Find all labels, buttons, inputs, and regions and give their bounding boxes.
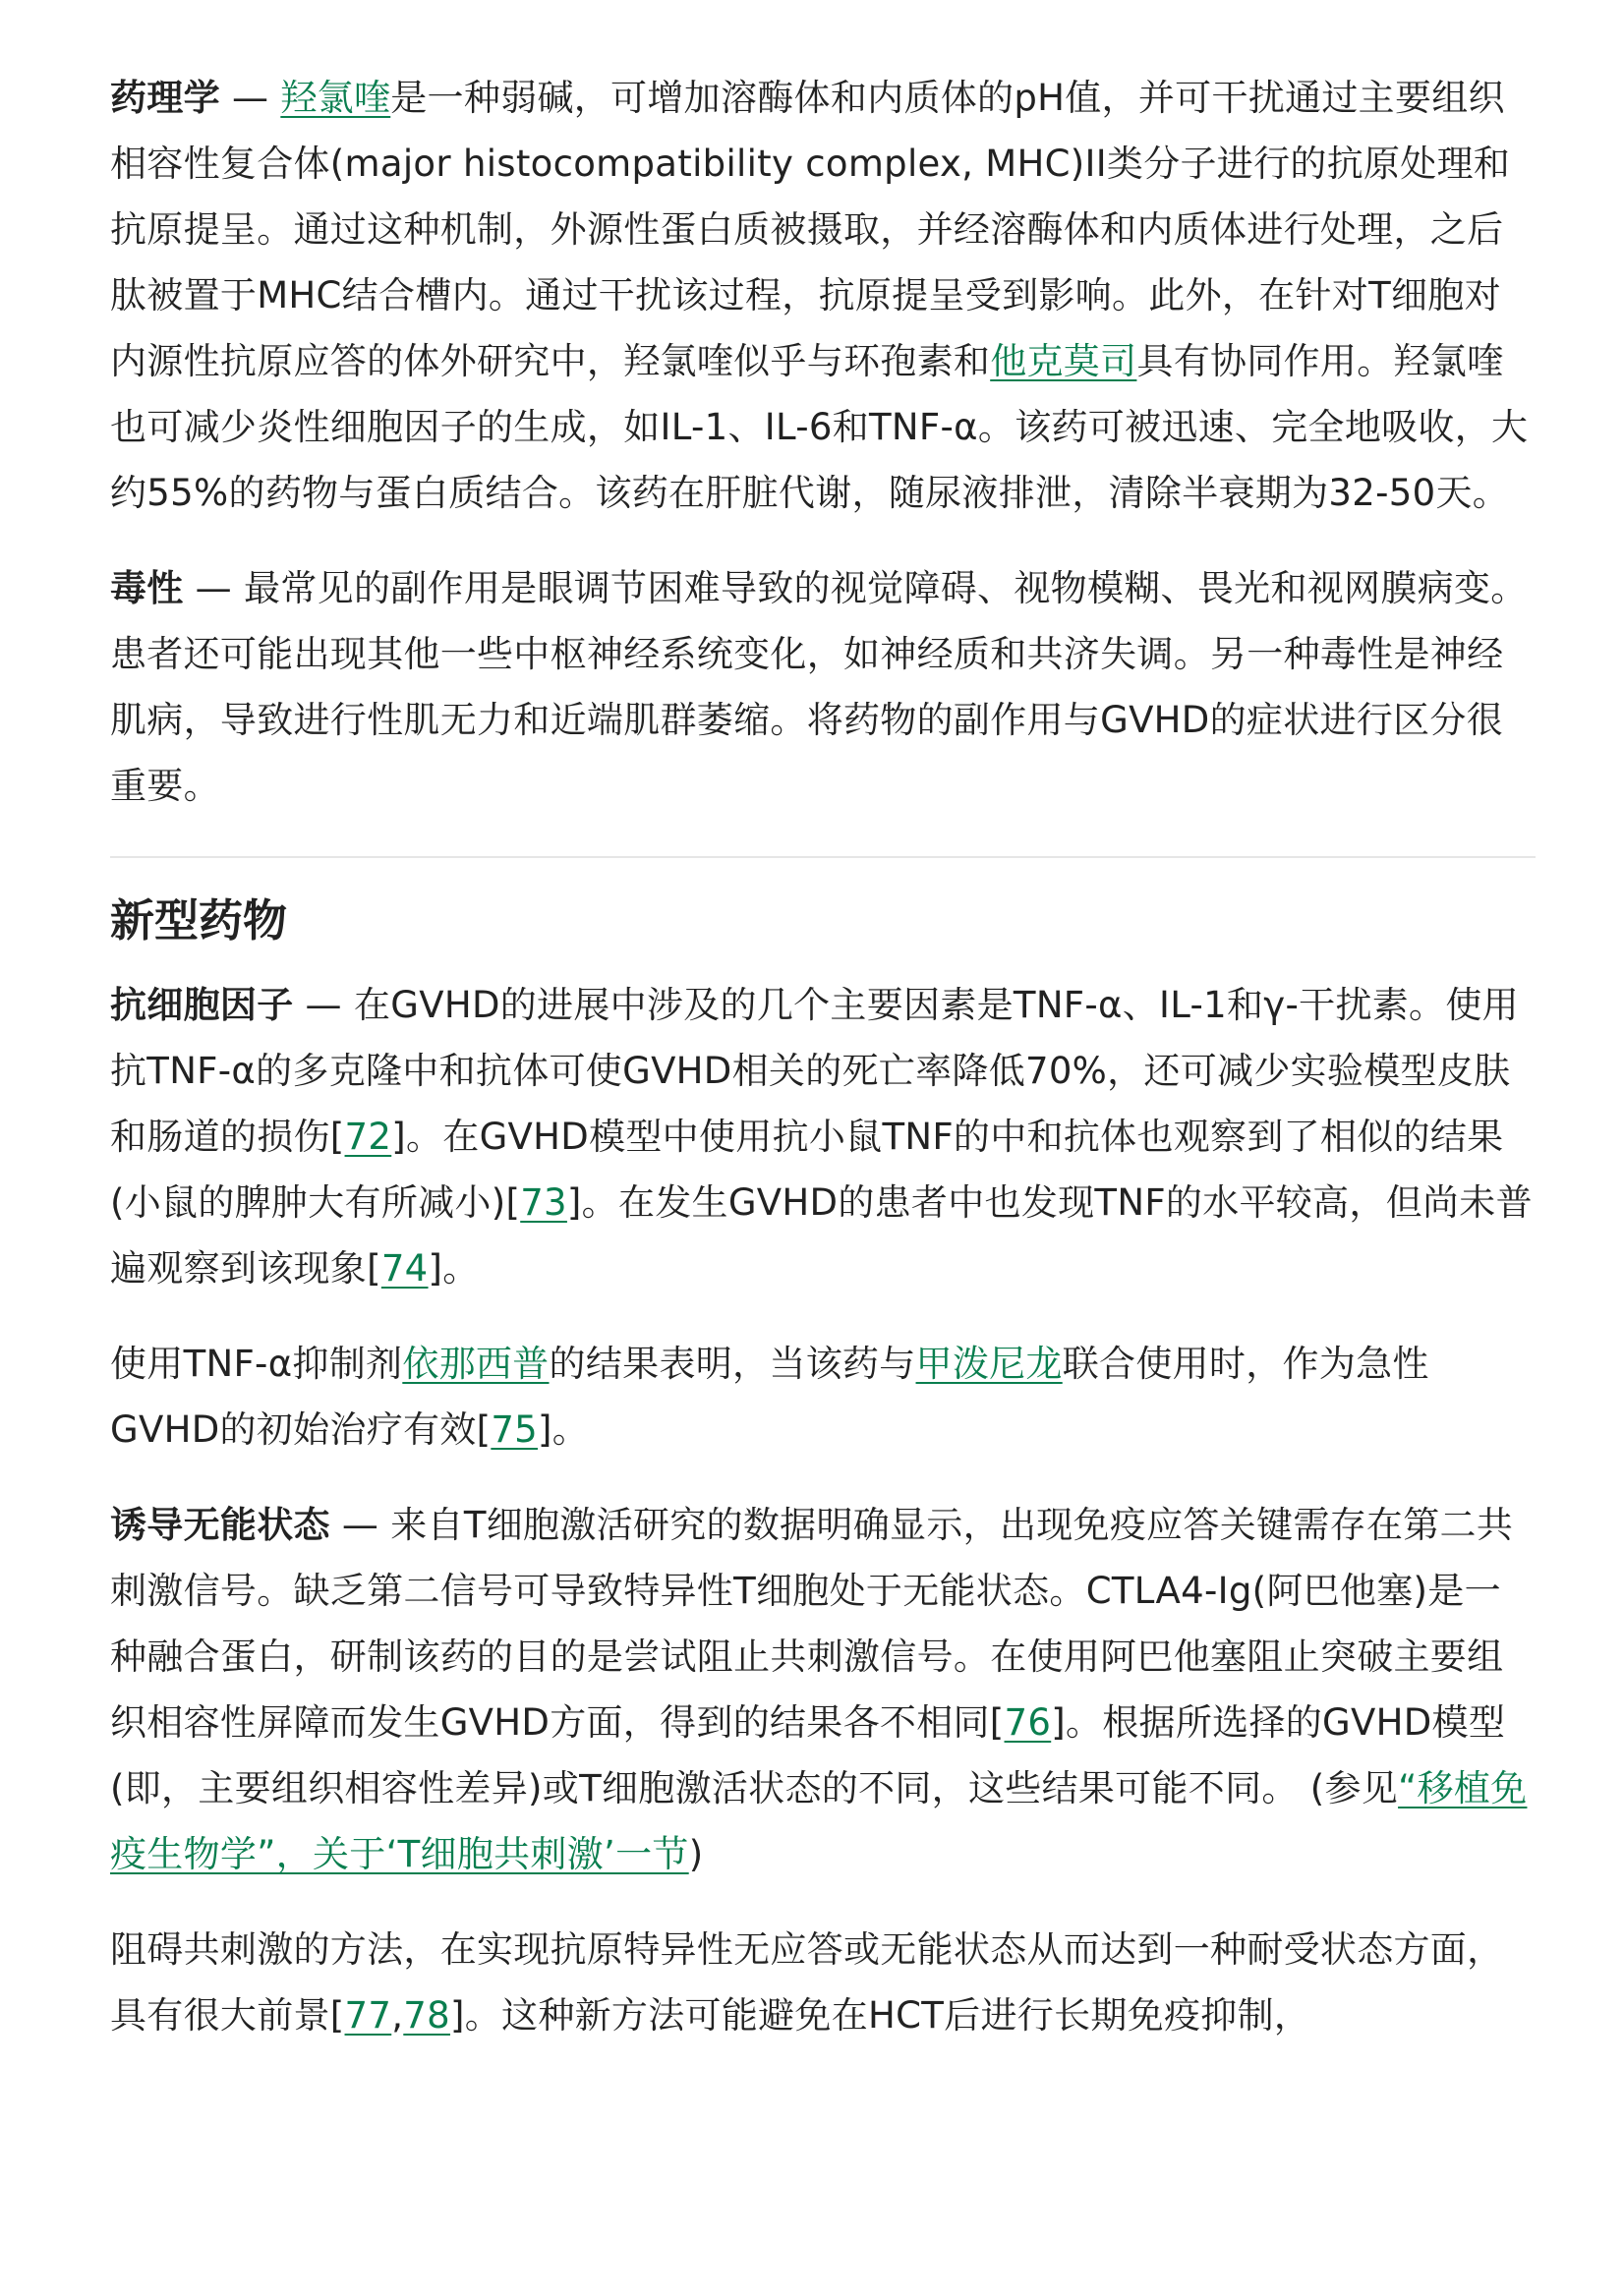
- anticytokine-term: 抗细胞因子: [110, 984, 294, 1026]
- ref-comma: ,: [391, 1994, 404, 2037]
- pharmacology-term: 药理学: [110, 77, 220, 119]
- toxicity-text: 最常见的副作用是眼调节困难导致的视觉障碍、视物模糊、畏光和视网膜病变。患者还可能出现其他一些中枢神经系统变化，如神经质和共济失调。另一种毒性是神经肌病，导致进行性肌无力和近端肌群萎缩。将药物的副作用与GVHD的症状进行区分很重要。: [110, 567, 1528, 807]
- dash: —: [293, 984, 354, 1026]
- costim-text-1: 阻碍共刺激的方法，在实现抗原特异性无应答或无能状态从而达到一种耐受状态方面，具有很大前景[: [110, 1928, 1504, 2037]
- tnf-text-2: 的结果表明，当该药与: [549, 1343, 916, 1385]
- link-methylprednisolone[interactable]: 甲泼尼龙: [915, 1343, 1063, 1385]
- link-transplant-immunobiology[interactable]: “移植免疫生物学”，关于‘T细胞共刺激’一节: [110, 1767, 1528, 1875]
- anergy-paragraph: [110, 1492, 1536, 1887]
- link-hydroxychloroquine[interactable]: 羟氯喹: [280, 77, 391, 119]
- anticytokine-paragraph: [110, 972, 1536, 1301]
- anergy-text-2: ]。根据所选择的GVHD模型(即，主要组织相容性差异)或T细胞激活状态的不同，这些结果可能不同。 (参见: [110, 1701, 1506, 1809]
- reference-link-77[interactable]: 77: [344, 1994, 392, 2037]
- tnf-inhibitor-paragraph: [110, 1331, 1536, 1463]
- section-title: 新型药物: [110, 894, 288, 947]
- anticytokine-text-3: ]。在发生GVHD的患者中也发现TNF的水平较高，但尚未普遍观察到该现象[: [110, 1181, 1533, 1290]
- costimulation-paragraph: [110, 1917, 1536, 2048]
- costim-text-2: ]。这种新方法可能避免在HCT后进行长期免疫抑制，: [449, 1994, 1311, 2037]
- reference-link-73[interactable]: 73: [520, 1181, 567, 1224]
- anticytokine-text-1: 在GVHD的进展中涉及的几个主要因素是TNF-α、IL-1和γ-干扰素。使用抗TNF-α的多克隆中和抗体可使GVHD相关的死亡率降低70%，还可减少实验模型皮肤和肠道的损伤[: [110, 984, 1519, 1158]
- reference-link-78[interactable]: 78: [403, 1994, 450, 2037]
- dash: —: [219, 77, 281, 119]
- link-tacrolimus[interactable]: 他克莫司: [990, 340, 1137, 382]
- anergy-text-3: ): [688, 1833, 704, 1875]
- dash: —: [329, 1504, 391, 1546]
- link-etanercept[interactable]: 依那西普: [402, 1343, 550, 1385]
- tnf-text-4: ]。: [538, 1408, 590, 1451]
- tnf-text-3: 联合使用时，作为急性GVHD的初始治疗有效[: [110, 1343, 1429, 1451]
- pharmacology-text-1: 是一种弱碱，可增加溶酶体和内质体的pH值，并可干扰通过主要组织相容性复合体(major histocompatibility complex, MHC)II类分子进行的抗原处理和抗原提呈。通过这种机制，外源性蛋白质被摄取，并经溶酶体和内质体进行处理，之后肽被置于MHC结合槽内。通过干扰该过程，抗原提呈受到影响。此外，在针对T细胞对内源性抗原应答的体外研究中，羟氯喹似乎与环孢素和: [110, 77, 1511, 382]
- section-divider: [110, 856, 1536, 858]
- anergy-term: 诱导无能状态: [110, 1504, 330, 1546]
- pharmacology-paragraph: [110, 65, 1536, 526]
- toxicity-paragraph: [110, 555, 1536, 819]
- reference-link-74[interactable]: 74: [380, 1247, 429, 1290]
- tnf-text-1: 使用TNF-α抑制剂: [110, 1343, 403, 1385]
- reference-link-72[interactable]: 72: [344, 1116, 392, 1158]
- toxicity-term: 毒性: [110, 567, 184, 609]
- pharmacology-text-2: 具有协同作用。羟氯喹也可减少炎性细胞因子的生成，如IL-1、IL-6和TNF-α。该药可被迅速、完全地吸收，大约55%的药物与蛋白质结合。该药在肝脏代谢，随尿液排泄，清除半衰期为32-50天。: [110, 340, 1529, 514]
- reference-link-75[interactable]: 75: [491, 1408, 539, 1451]
- dash: —: [183, 567, 245, 609]
- reference-link-76[interactable]: 76: [1004, 1701, 1052, 1744]
- anticytokine-text-4: ]。: [428, 1247, 480, 1290]
- anticytokine-text-2: ]。在GVHD模型中使用抗小鼠TNF的中和抗体也观察到了相似的结果(小鼠的脾肿大有所减小)[: [110, 1116, 1504, 1224]
- anergy-text-1: 来自T细胞激活研究的数据明确显示，出现免疫应答关键需存在第二共刺激信号。缺乏第二信号可导致特异性T细胞处于无能状态。CTLA4-Ig(阿巴他塞)是一种融合蛋白，研制该药的目的是尝试阻止共刺激信号。在使用阿巴他塞阻止突破主要组织相容性屏障而发生GVHD方面，得到的结果各不相同[: [110, 1504, 1514, 1744]
